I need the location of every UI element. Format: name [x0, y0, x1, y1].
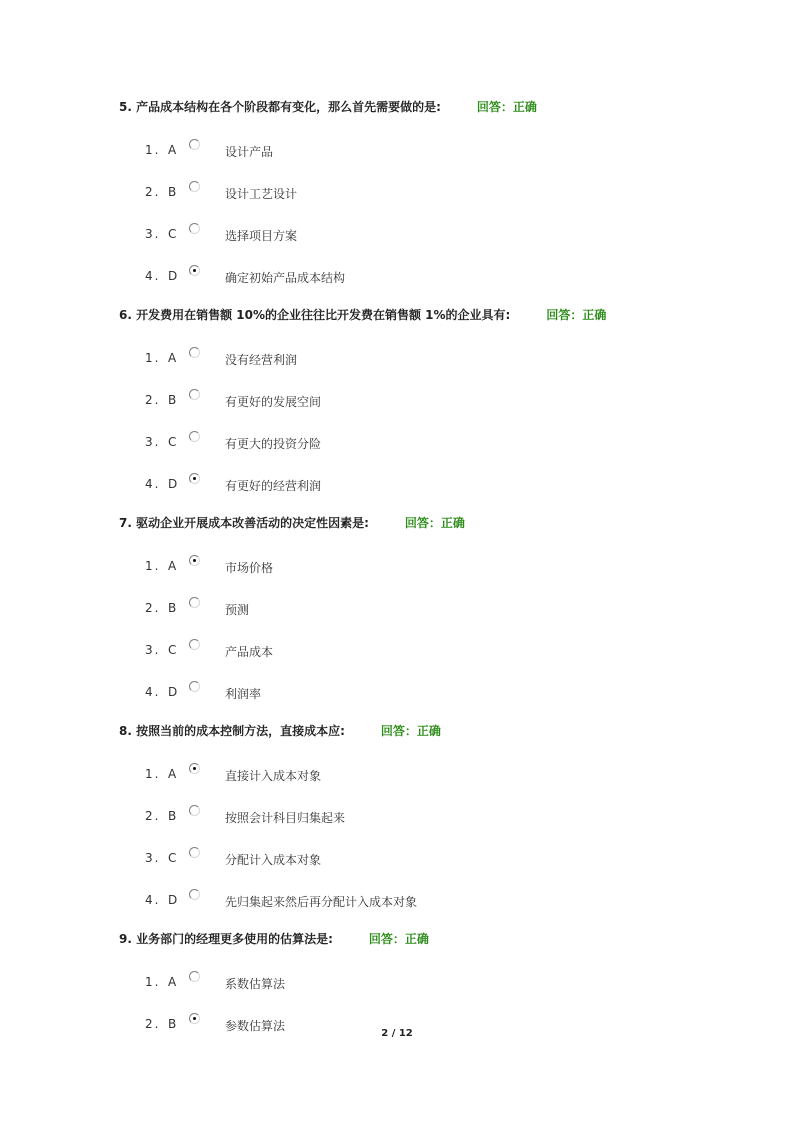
radio-empty-icon[interactable]: [189, 347, 200, 358]
option-number: 3.: [145, 435, 161, 449]
option-number: 1.: [145, 351, 161, 365]
option-number: 2.: [145, 185, 161, 199]
radio-empty-icon[interactable]: [189, 889, 200, 900]
question-text: 9. 业务部门的经理更多使用的估算法是:: [119, 932, 333, 946]
question-header: [119, 930, 759, 948]
option-d[interactable]: [119, 450, 759, 492]
option-letter: C: [168, 851, 177, 865]
page-number: 2 / 12: [381, 1028, 413, 1039]
option-b[interactable]: [119, 990, 759, 1032]
option-letter: B: [168, 809, 177, 823]
option-letter: A: [168, 559, 177, 573]
answer-result: 回答：正确: [476, 100, 537, 114]
option-number: 3.: [145, 227, 161, 241]
option-a[interactable]: [119, 324, 759, 366]
question-text: 5. 产品成本结构在各个阶段都有变化，那么首先需要做的是:: [119, 100, 441, 114]
option-letter: A: [168, 767, 177, 781]
option-c[interactable]: [119, 408, 759, 450]
radio-empty-icon[interactable]: [189, 223, 200, 234]
question-text: 8. 按照当前的成本控制方法，直接成本应:: [119, 724, 345, 738]
option-letter: A: [168, 351, 177, 365]
answer-result: 回答：正确: [368, 932, 429, 946]
answer-result: 回答：正确: [404, 516, 465, 530]
option-text: 按照会计科目归集起来: [225, 811, 346, 825]
question-header: [119, 514, 759, 532]
option-letter: B: [168, 185, 177, 199]
radio-empty-icon[interactable]: [189, 847, 200, 858]
option-text: 利润率: [225, 687, 262, 701]
option-number: 4.: [145, 269, 161, 283]
option-letter: B: [168, 393, 177, 407]
radio-selected-icon[interactable]: [189, 1013, 200, 1024]
option-letter: D: [168, 893, 178, 907]
option-letter: D: [168, 269, 178, 283]
option-a[interactable]: [119, 948, 759, 990]
option-text: 预测: [225, 603, 250, 617]
option-number: 1.: [145, 975, 161, 989]
option-text: 系数估算法: [225, 977, 286, 991]
answer-result: 回答：正确: [546, 308, 607, 322]
option-number: 3.: [145, 643, 161, 657]
question-6: [119, 306, 759, 492]
option-letter: C: [168, 643, 177, 657]
option-text: 设计工艺设计: [225, 187, 298, 201]
option-text: 有更好的发展空间: [225, 395, 322, 409]
radio-dot-icon: [193, 767, 196, 770]
option-number: 4.: [145, 685, 161, 699]
option-number: 1.: [145, 143, 161, 157]
option-text: 没有经营利润: [225, 353, 298, 367]
option-text: 设计产品: [225, 145, 274, 159]
radio-selected-icon[interactable]: [189, 555, 200, 566]
radio-selected-icon[interactable]: [189, 473, 200, 484]
answer-result: 回答：正确: [380, 724, 441, 738]
option-a[interactable]: [119, 532, 759, 574]
question-5: [119, 98, 759, 284]
option-letter: A: [168, 975, 177, 989]
question-7: [119, 514, 759, 700]
option-number: 2.: [145, 393, 161, 407]
question-header: [119, 306, 759, 324]
option-b[interactable]: [119, 782, 759, 824]
option-c[interactable]: [119, 616, 759, 658]
option-number: 2.: [145, 601, 161, 615]
option-text: 产品成本: [225, 645, 274, 659]
option-letter: B: [168, 1017, 177, 1031]
option-d[interactable]: [119, 866, 759, 908]
option-letter: D: [168, 477, 178, 491]
option-c[interactable]: [119, 824, 759, 866]
option-number: 1.: [145, 767, 161, 781]
radio-dot-icon: [193, 269, 196, 272]
question-8: [119, 722, 759, 908]
option-b[interactable]: [119, 158, 759, 200]
question-header: [119, 722, 759, 740]
option-letter: A: [168, 143, 177, 157]
radio-dot-icon: [193, 1017, 196, 1020]
option-b[interactable]: [119, 574, 759, 616]
option-number: 2.: [145, 1017, 161, 1031]
option-text: 直接计入成本对象: [225, 769, 322, 783]
option-a[interactable]: [119, 116, 759, 158]
option-text: 确定初始产品成本结构: [225, 271, 346, 285]
option-number: 4.: [145, 477, 161, 491]
option-number: 2.: [145, 809, 161, 823]
radio-empty-icon[interactable]: [189, 139, 200, 150]
option-number: 4.: [145, 893, 161, 907]
question-text: 6. 开发费用在销售额 10%的企业往往比开发费在销售额 1%的企业具有:: [119, 308, 511, 322]
radio-dot-icon: [193, 559, 196, 562]
option-text: 有更大的投资分险: [225, 437, 322, 451]
option-text: 市场价格: [225, 561, 274, 575]
radio-selected-icon[interactable]: [189, 763, 200, 774]
option-c[interactable]: [119, 200, 759, 242]
option-text: 选择项目方案: [225, 229, 298, 243]
option-text: 先归集起来然后再分配计入成本对象: [225, 895, 418, 909]
option-text: 参数估算法: [225, 1019, 286, 1033]
option-a[interactable]: [119, 740, 759, 782]
option-text: 分配计入成本对象: [225, 853, 322, 867]
option-d[interactable]: [119, 658, 759, 700]
option-letter: D: [168, 685, 178, 699]
radio-empty-icon[interactable]: [189, 389, 200, 400]
radio-empty-icon[interactable]: [189, 181, 200, 192]
question-9: [119, 930, 759, 1032]
radio-empty-icon[interactable]: [189, 431, 200, 442]
radio-selected-icon[interactable]: [189, 265, 200, 276]
option-text: 有更好的经营利润: [225, 479, 322, 493]
option-number: 1.: [145, 559, 161, 573]
option-letter: C: [168, 227, 177, 241]
radio-empty-icon[interactable]: [189, 681, 200, 692]
question-header: [119, 98, 759, 116]
radio-empty-icon[interactable]: [189, 971, 200, 982]
radio-empty-icon[interactable]: [189, 639, 200, 650]
option-letter: C: [168, 435, 177, 449]
option-letter: B: [168, 601, 177, 615]
option-b[interactable]: [119, 366, 759, 408]
radio-empty-icon[interactable]: [189, 805, 200, 816]
radio-dot-icon: [193, 477, 196, 480]
radio-empty-icon[interactable]: [189, 597, 200, 608]
option-d[interactable]: [119, 242, 759, 284]
question-text: 7. 驱动企业开展成本改善活动的决定性因素是:: [119, 516, 369, 530]
option-number: 3.: [145, 851, 161, 865]
